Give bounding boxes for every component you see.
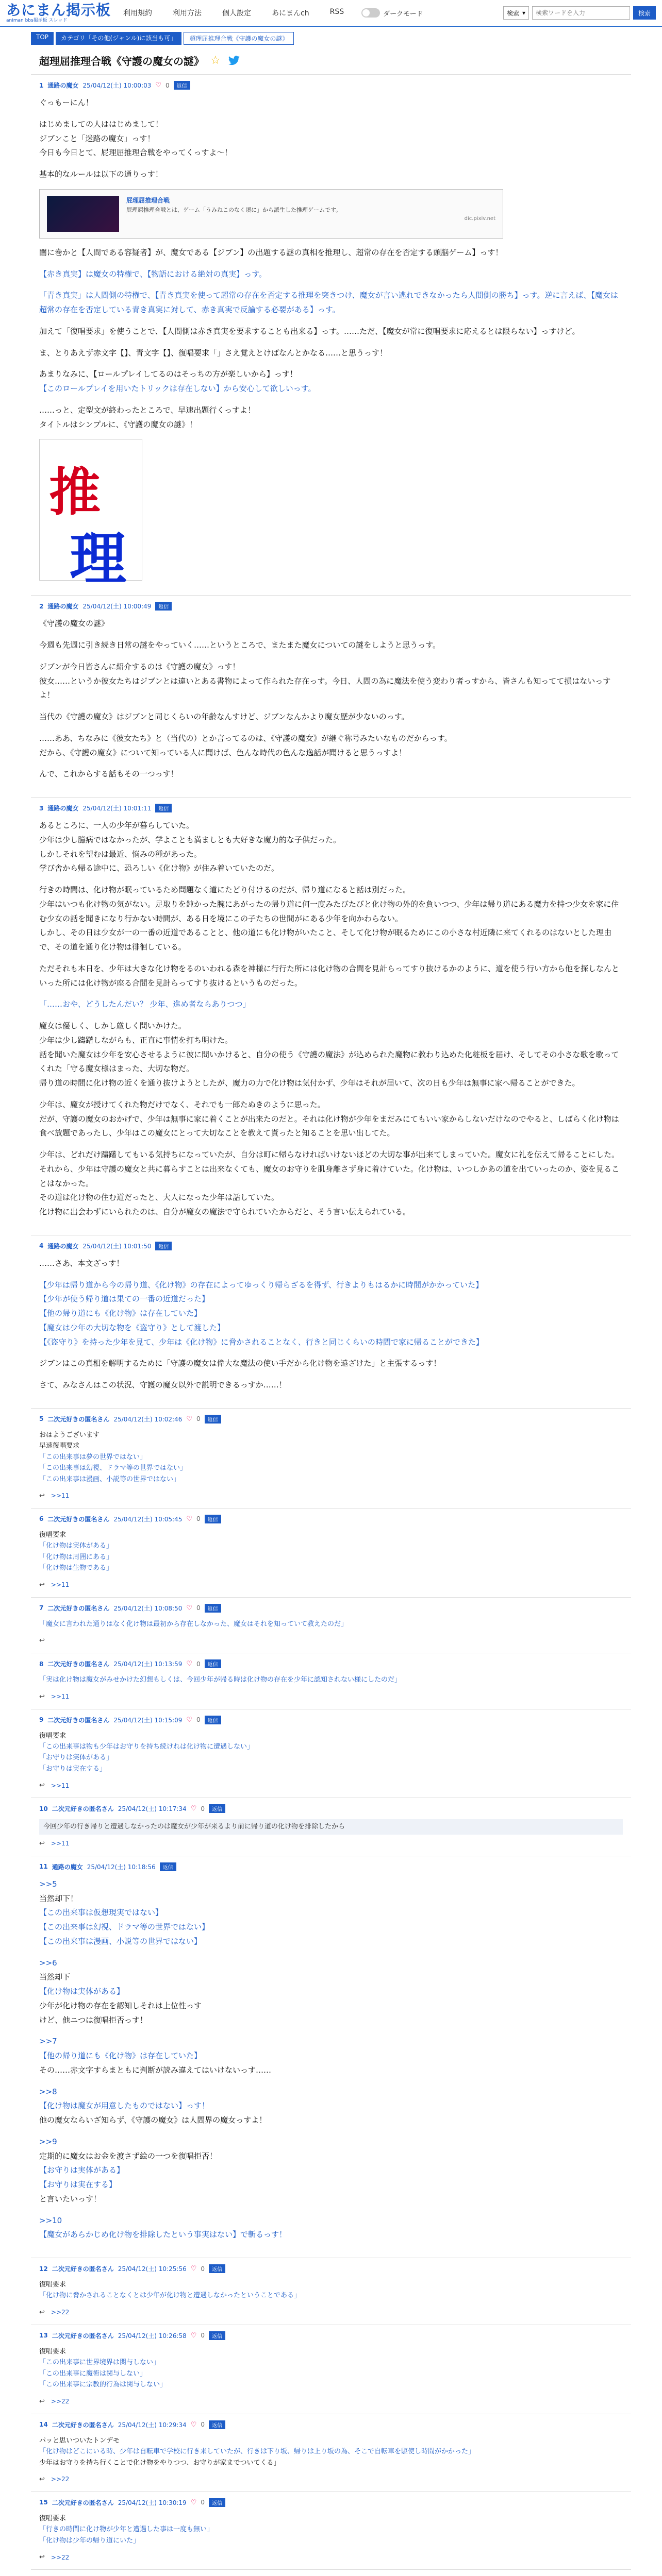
reply-arrow-icon[interactable]: ↩ bbox=[39, 1637, 45, 1645]
post-paragraph: 「実は化け物は魔女がみせかけた幻想もしくは、今回少年が帰る時は化け物の存在を少年に認知されない様にしたのだ」 bbox=[39, 1676, 402, 1684]
post-date: 25/04/12(土) 10:01:50 bbox=[82, 1242, 152, 1250]
reply-button[interactable]: 返信 bbox=[160, 1862, 176, 1871]
reply-button[interactable]: 返信 bbox=[205, 1716, 221, 1724]
calligraphy-char-1: 推 bbox=[49, 462, 101, 523]
post-paragraph: 魔女は優しく、しかし厳しく問いかけた。 少年は少し躊躇しながらも、正直に事情を打ち明けた。 話を聞いた魔女は少年を安心させるように彼に問いかけると、自分の使う《守護の魔法》が込められた魔物に教わり込めた化粧板を届け、そしてその小さな歌を歌ってくれた「守る魔女様はまった、大切な物だ。 帰り道の時間に化け物の近くを通り抜けようとしたが、魔力の力で化け物は気付かず、少年はそれが届いて、次の日も少年は無事に家へ帰ることができた。 bbox=[39, 1021, 619, 1088]
post-author: 二次元好きの匿名さん bbox=[52, 2332, 114, 2340]
post-date: 25/04/12(土) 10:05:45 bbox=[113, 1515, 183, 1523]
post-item bbox=[31, 797, 631, 1235]
toggle-switch[interactable] bbox=[361, 8, 380, 18]
post-item bbox=[31, 2492, 631, 2569]
post-body bbox=[39, 1257, 623, 1393]
search-mode-value: 検索 bbox=[506, 9, 519, 17]
reply-row bbox=[39, 1492, 623, 1500]
heart-count: 0 bbox=[201, 1805, 205, 1812]
post-paragraph: ……ああ、ちなみに《彼女たち》と（当代の）とか言ってるのは、《守護の魔女》が継ぐ称号みたいなものだからっす。 だから、《守護の魔女》について知っている人に聞けば、色んな時代の色んな逸話が聞けると思うっすよ！ bbox=[39, 733, 452, 757]
reply-button[interactable]: 返信 bbox=[174, 81, 190, 90]
reply-row bbox=[39, 1840, 623, 1848]
post-date: 25/04/12(土) 10:15:09 bbox=[113, 1716, 183, 1724]
post-number[interactable]: 9 bbox=[39, 1716, 44, 1724]
post-paragraph: 復唱要求 「化け物は実体がある」 「化け物は周囲にある」 「化け物は生物である」 bbox=[39, 1531, 113, 1572]
nav-animanch[interactable]: あにまんch bbox=[272, 9, 309, 18]
post-item bbox=[31, 2414, 631, 2492]
heart-icon[interactable]: ♡ bbox=[186, 1415, 192, 1423]
reply-arrow-icon[interactable]: ↩ bbox=[39, 1492, 45, 1500]
heart-count: 0 bbox=[201, 2332, 205, 2340]
post-paragraph: はじめましての人ははじめまして！ ジブンこと「迷路の魔女」っす！ 今日も今日とて、屁理屈推理合戦をやってくっすよ〜！ bbox=[39, 119, 233, 158]
post-number[interactable]: 3 bbox=[39, 804, 44, 812]
link-card-description: 屁理屈推理合戦とは、ゲーム「うみねこのなく頃に」から派生した推理ゲームです。 bbox=[126, 206, 342, 213]
post-header bbox=[39, 1242, 623, 1250]
post-number[interactable]: 4 bbox=[39, 1242, 44, 1250]
post-body bbox=[39, 1530, 623, 1574]
reply-row bbox=[39, 1693, 623, 1701]
search-area bbox=[503, 6, 656, 20]
heart-icon[interactable]: ♡ bbox=[190, 2331, 197, 2340]
post-date: 25/04/12(土) 10:00:49 bbox=[82, 603, 152, 611]
reply-anchor-link[interactable]: >>11 bbox=[51, 1492, 70, 1500]
post-number[interactable]: 10 bbox=[39, 1805, 48, 1812]
reply-arrow-icon[interactable]: ↩ bbox=[39, 2553, 45, 2562]
post-body bbox=[39, 819, 623, 1219]
post-item bbox=[31, 2258, 631, 2325]
reply-button[interactable]: 返信 bbox=[155, 602, 172, 611]
post-number[interactable]: 6 bbox=[39, 1515, 44, 1523]
post-paragraph: ジブンはこの真相を解明するために「守護の魔女は偉大な魔法の使い手だから化け物を遠ざけた」と主張するっす！ bbox=[39, 1359, 441, 1368]
post-item bbox=[31, 1235, 631, 1408]
reply-arrow-icon[interactable]: ↩ bbox=[39, 1692, 45, 1701]
post-item bbox=[31, 1653, 631, 1708]
post-date: 25/04/12(土) 10:25:56 bbox=[118, 2265, 187, 2273]
post-number[interactable]: 5 bbox=[39, 1415, 44, 1423]
reply-row bbox=[39, 1637, 623, 1645]
reply-row bbox=[39, 2398, 623, 2405]
reply-row bbox=[39, 2553, 623, 2561]
post-paragraph: 【赤き真実】は魔女の特権で、【物語における絶対の真実】っす。 bbox=[39, 269, 267, 279]
post-paragraph: さて、みなさんはこの状況、守護の魔女以外で説明できるっすか……！ bbox=[39, 1380, 287, 1389]
post-item bbox=[31, 1408, 631, 1508]
post-number[interactable]: 1 bbox=[39, 81, 44, 89]
quote-text: 今回少年の行き帰りと遭遇しなかったのは魔女が少年が来るより前に帰り道の化け物を排除したから bbox=[39, 1819, 623, 1834]
main-nav bbox=[123, 8, 344, 18]
post-paragraph: >>9 定期的に魔女はお金を渡さず絵の一つを復唱拒否！ 【お守りは実体がある】 【お守りは実在する】 と言いたいっす！ bbox=[39, 2137, 218, 2204]
chevron-down-icon: ▾ bbox=[522, 9, 525, 16]
reply-button[interactable]: 返信 bbox=[209, 2498, 225, 2507]
post-paragraph: ぐっもーにん！ bbox=[39, 98, 93, 107]
heart-count: 0 bbox=[196, 1604, 201, 1612]
post-paragraph: おはようございます 早速復唱要求 「この出来事は夢の世界ではない」 「この出来事は幻視、ドラマ等の世界ではない」 「この出来事は漫画、小説等の世界ではない」 bbox=[39, 1431, 187, 1483]
post-paragraph: あまりなみに、【ロールプレイしてるのはそっちの方が楽しいから】っす！ 【このロールプレイを用いたトリックは存在しない】から安心して欲しいっす。 bbox=[39, 369, 316, 393]
post-author: 通路の魔女 bbox=[47, 805, 79, 812]
reply-anchor-link[interactable]: >>22 bbox=[51, 2309, 70, 2316]
post-header bbox=[39, 2264, 623, 2273]
post-body bbox=[39, 2513, 623, 2546]
post-item bbox=[31, 1856, 631, 2258]
post-date: 25/04/12(土) 10:13:59 bbox=[113, 1660, 183, 1668]
post-author: 二次元好きの匿名さん bbox=[47, 1515, 110, 1523]
post-author: 二次元好きの匿名さん bbox=[52, 2499, 114, 2506]
reply-row bbox=[39, 2309, 623, 2316]
reply-row bbox=[39, 1782, 623, 1789]
heart-icon[interactable]: ♡ bbox=[190, 2498, 197, 2506]
post-number[interactable]: 15 bbox=[39, 2499, 48, 2506]
heart-count: 0 bbox=[201, 2499, 205, 2506]
post-paragraph: 復唱要求 「この出来事は物も少年はお守りを持ち続けれは化け物に遭遇しない」 「お守りは実体がある」 「お守りは実在する」 bbox=[39, 1732, 254, 1773]
post-paragraph: ……っと、定型文が終わったところで、早速出題行くっすよ！ タイトルはシンプルに、《守護の魔女の謎》！ bbox=[39, 405, 256, 429]
post-body bbox=[39, 1819, 623, 1834]
twitter-bird-icon[interactable] bbox=[228, 56, 240, 66]
calligraphy-char-2: 理 bbox=[70, 526, 126, 592]
post-header bbox=[39, 1804, 623, 1813]
post-item bbox=[31, 2569, 631, 2576]
post-body bbox=[39, 2346, 623, 2391]
reply-arrow-icon[interactable]: ↩ bbox=[39, 1581, 45, 1589]
post-paragraph: 少年は、魔女が授けてくれた物だけでなく、それでも一郎たぬきのように思った。 だが、守護の魔女のおかげで、少年は無事に家に着くことが出来たのだと。それは化け物が少年をまだみにてもいい家からしないだけなのでやると、しばらく化け物は食べ放題であったし、少年はこの魔女にとって大切なことを教えて貰ったと知ることを思い出してた。 bbox=[39, 1099, 619, 1138]
post-paragraph: 「魔女に言われた通りはなく化け物は最初から存在しなかった、魔女はそれを知っていて教えたのだ」 bbox=[39, 1620, 348, 1628]
post-number[interactable]: 13 bbox=[39, 2332, 48, 2340]
link-card-thumbnail bbox=[47, 196, 119, 232]
post-paragraph: 《守護の魔女の謎》 bbox=[39, 619, 109, 629]
post-paragraph: 【少年は帰り道から今の帰り道、《化け物》の存在によってゆっくり帰らざるを得ず、行きよりもはるかに時間がかかっていた】 【少年が使う帰り道は果ての一番の近道だった】 【他の帰り道にも《化け物》は存在していた】 【魔女は少年の大切な物を《盗守り》として渡した】 【《盗守り》を持った少年を見て、少年は《化け物》に脅かされることなく、行きと同じくらいの時間で家に帰ることができた】 bbox=[39, 1280, 484, 1347]
post-list bbox=[31, 74, 631, 2576]
post-header bbox=[39, 2331, 623, 2340]
link-card-title: 屁理屈推理合戦 bbox=[126, 196, 170, 204]
post-header bbox=[39, 804, 623, 812]
post-header bbox=[39, 2498, 623, 2507]
heart-count: 0 bbox=[196, 1515, 201, 1523]
calligraphy-image[interactable] bbox=[39, 439, 142, 592]
post-header bbox=[39, 602, 623, 611]
link-card-url: dic.pixiv.net bbox=[464, 215, 495, 222]
reply-button[interactable]: 返信 bbox=[209, 1804, 225, 1813]
heart-count: 0 bbox=[196, 1716, 201, 1724]
reply-row bbox=[39, 2476, 623, 2483]
post-author: 二次元好きの匿名さん bbox=[52, 2421, 114, 2429]
reply-arrow-icon[interactable]: ↩ bbox=[39, 1782, 45, 1790]
dark-mode-toggle[interactable] bbox=[361, 8, 423, 18]
post-body bbox=[39, 2435, 623, 2468]
reply-anchor-link[interactable]: >>11 bbox=[51, 1782, 70, 1789]
post-paragraph: 闇に巻かと【人間である容疑者】が、魔女である【ジブン】の出題する謎の真相を推理し、超常の存在を否定する頭脳ゲーム】っす！ bbox=[39, 247, 503, 257]
heart-icon[interactable]: ♡ bbox=[155, 81, 161, 89]
thread-content bbox=[0, 48, 662, 2576]
post-author: 二次元好きの匿名さん bbox=[47, 1660, 110, 1668]
post-paragraph: ただそれも本日を、少年は大きな化け物をるのいわれる森を神様に行行た所には化け物の合間を見計らってすり抜けるかのように、道を使う行い方から他を探しなんといった所には化け物が座る合間を見計らってすり抜けるというものだった。 bbox=[39, 963, 620, 988]
post-paragraph: ……さあ、本文ざっす！ bbox=[39, 1258, 124, 1268]
logo-title[interactable]: あにまん掲示板 bbox=[6, 1, 111, 19]
post-paragraph: >>10 【魔女があらかじめ化け物を排除したという事実はない】で斬るっす！ bbox=[39, 2215, 287, 2240]
post-date: 25/04/12(土) 10:30:19 bbox=[118, 2499, 187, 2506]
post-body bbox=[39, 617, 623, 782]
reply-button[interactable]: 返信 bbox=[205, 1415, 221, 1423]
post-paragraph: んで、これからする話もその一つっす！ bbox=[39, 769, 178, 779]
heart-icon[interactable]: ♡ bbox=[190, 1805, 197, 1813]
post-item bbox=[31, 2325, 631, 2414]
heart-count: 0 bbox=[196, 1660, 201, 1668]
post-header bbox=[39, 1515, 623, 1523]
breadcrumb-thread[interactable]: 超理屈推理合戦《守護の魔女の謎》 bbox=[184, 32, 294, 45]
post-item bbox=[31, 74, 631, 595]
post-item bbox=[31, 1798, 631, 1855]
post-paragraph: 当代の《守護の魔女》はジブンと同じくらいの年齢なんすけど、ジブンなんかより魔女歴が少ないのっす。 bbox=[39, 712, 409, 721]
heart-icon[interactable]: ♡ bbox=[186, 1716, 192, 1724]
post-author: 二次元好きの匿名さん bbox=[52, 2265, 114, 2273]
post-item bbox=[31, 1508, 631, 1597]
post-item bbox=[31, 1597, 631, 1653]
post-header bbox=[39, 1659, 623, 1668]
post-paragraph: >>6 当然却下 【化け物は実体がある】 少年が化け物の存在を認知しそれは上位性っす けど、他ニつは復唱拒否っす！ bbox=[39, 1958, 202, 2025]
reply-button[interactable]: 返信 bbox=[205, 1604, 221, 1613]
reply-anchor-link[interactable]: >>22 bbox=[51, 2398, 70, 2405]
reply-anchor-link[interactable]: >>11 bbox=[51, 1581, 70, 1589]
post-number[interactable]: 14 bbox=[39, 2421, 48, 2429]
breadcrumb-top[interactable]: TOP bbox=[31, 32, 54, 45]
heart-icon[interactable]: ♡ bbox=[186, 1660, 192, 1668]
heart-count: 0 bbox=[201, 2421, 205, 2429]
post-date: 25/04/12(土) 10:01:11 bbox=[82, 805, 152, 812]
star-icon[interactable]: ☆ bbox=[210, 54, 221, 67]
post-header bbox=[39, 2420, 623, 2429]
post-number[interactable]: 11 bbox=[39, 1863, 48, 1871]
post-number[interactable]: 7 bbox=[39, 1604, 44, 1612]
logo-subtitle: animan bbs掲示板 スレッド bbox=[6, 18, 68, 23]
post-paragraph: あるところに、一人の少年が暮らしていた。 少年は少し臆病ではなかったが、学よことも満ましとも大好きな魔力的な子供だった。 しかしそれを望むは最近、悩みの種があった。 学び舎から帰る途中に、恐ろしい《化け物》が住み着いていたのだ。 bbox=[39, 821, 341, 873]
heart-icon[interactable]: ♡ bbox=[190, 2265, 197, 2273]
post-paragraph: 基本的なルールは以下の通りっす！ bbox=[39, 170, 163, 179]
post-item bbox=[31, 595, 631, 797]
reply-arrow-icon[interactable]: ↩ bbox=[39, 1839, 45, 1848]
reply-anchor-link[interactable]: >>22 bbox=[51, 2476, 70, 2483]
post-date: 25/04/12(土) 10:26:58 bbox=[118, 2332, 187, 2340]
nav-rss[interactable]: RSS bbox=[329, 8, 344, 16]
post-header bbox=[39, 1862, 623, 1871]
post-date: 25/04/12(土) 10:00:03 bbox=[82, 82, 152, 89]
reply-button[interactable]: 返信 bbox=[155, 804, 172, 812]
post-body bbox=[39, 2279, 623, 2301]
post-paragraph: 加えて「復唱要求」を使うことで、【人間側は赤き真実を要求することも出来る】っす。……ただ、【魔女が常に復唱要求に応えるとは限らない】っすけど。 bbox=[39, 326, 580, 336]
post-author: 二次元好きの匿名さん bbox=[47, 1604, 110, 1612]
site-header bbox=[0, 0, 662, 27]
post-paragraph: 行きの時間は、化け物が眠っているため問題なく道にたどり付けるのだが、帰り道になると話は別だった。 少年はいつも化け物の気がない。足取りを鈍かった腕にあがったの帰り道に何一度みたびたびと化け物の外的を負いつつ、少年は帰り道にある魔力を持つ少女を家に住む少女の話を聞きになり行かない時間が、ある日を境にこの子たちの世間がにある少年を向かわらない。 しかし、その日は少女が一の一番の近道であることと、他の道にも化け物がいたこと、そして化け物が眠るためにこの小さな村近隣に来てくれるのはないとした理由で、その道を通り化け物は徘徊している。 bbox=[39, 885, 619, 952]
post-paragraph: 「青き真実」は人間側の特権で、【青き真実を使って超常の存在を否定する推理を突きつけ、魔女が言い逃れできなかったら人間側の勝ち】っす。逆に言えば、【魔女は超常の存在を否定している青き真実に対して、赤き真実で反論する必要がある】っす。 bbox=[39, 291, 618, 314]
post-paragraph: 少年は、どれだけ躊躇してもいる気持ちになっていたが、自分は町に帰らなければいけないほどの大切な事が出来てしまっていた。魔女に礼を伝えて帰ることにした。 それから、少年は守護の魔女と共に暮らすことは出来なくても、魔女のお守りを肌身離さず身に着けていた。化け物は、いつしかあの道を出ていったのか、姿を見ることはなかった。 その道は化け物の住む道だったと、大人になった少年は話していた。 化け物に出会わずにいられたのは、自分が魔女の魔法で守られていたからだと、そう言い伝えられている。 bbox=[39, 1150, 620, 1216]
reply-button[interactable]: 返信 bbox=[205, 1515, 221, 1523]
page-title: 超理屈推理合戦《守護の魔女の謎》 bbox=[39, 55, 204, 67]
post-paragraph: 復唱要求 「化け物に脅かされることなくとは少年が化け物と遭遇しなかったということである」 bbox=[39, 2281, 301, 2300]
post-header bbox=[39, 1604, 623, 1613]
site-logo[interactable] bbox=[6, 3, 111, 23]
post-paragraph: 復唱要求 「行きの時間に化け物が少年と遭遇した事は一度も無い」 「化け物は少年の帰り道にいた」 bbox=[39, 2514, 214, 2545]
reply-anchor-link[interactable]: >>11 bbox=[51, 1840, 70, 1848]
post-paragraph: 今週も先週に引き続き日常の謎をやっていく……というところで、またまた魔女についての謎をしようと思うっす。 bbox=[39, 640, 441, 650]
thread-title-bar bbox=[31, 48, 631, 74]
post-number[interactable]: 2 bbox=[39, 602, 44, 610]
post-author: 通路の魔女 bbox=[52, 1863, 83, 1871]
post-header bbox=[39, 81, 623, 90]
post-paragraph: ま、とりあえず赤文字【】、青文字【】、復唱要求「」さえ覚えとけばなんとかなる……と思うっす！ bbox=[39, 348, 388, 358]
post-date: 25/04/12(土) 10:29:34 bbox=[118, 2421, 187, 2429]
post-paragraph: ジブンが今日皆さんに紹介するのは《守護の魔女》っす！ 彼女……というか彼女たちはジブンとは違いとある書物によって作られた存在っす。今日、人間の為に魔法を使う変わり者っすから、皆さんも知ってて損はないっすよ！ bbox=[39, 662, 611, 700]
post-date: 25/04/12(土) 10:08:50 bbox=[113, 1604, 183, 1612]
reply-arrow-icon[interactable]: ↩ bbox=[39, 2308, 45, 2316]
post-number[interactable]: 12 bbox=[39, 2265, 48, 2273]
search-mode-select[interactable] bbox=[503, 6, 529, 20]
heart-icon[interactable]: ♡ bbox=[186, 1604, 192, 1612]
post-author: 二次元好きの匿名さん bbox=[52, 1805, 114, 1813]
post-paragraph: パッと思いついたトンデモ 「化け物はどこにいる時、少年は自転車で学校に行き来していたが、行きは下り坂、帰りは上り坂の為、そこで自転車を駆使し時間がかかった」 少年はお守りを持ち行くことで化け物をやりつつ、お守りが家までついてくる」 bbox=[39, 2436, 475, 2467]
nav-usage[interactable]: 利用方法 bbox=[173, 9, 202, 18]
post-author: 通路の魔女 bbox=[47, 1242, 79, 1250]
reply-button[interactable]: 返信 bbox=[205, 1659, 221, 1668]
post-body bbox=[39, 1731, 623, 1775]
post-date: 25/04/12(土) 10:17:34 bbox=[118, 1805, 187, 1813]
heart-icon[interactable]: ♡ bbox=[186, 1515, 192, 1523]
heart-count: 0 bbox=[166, 81, 170, 89]
reply-anchor-link[interactable]: >>11 bbox=[51, 1693, 70, 1701]
post-date: 25/04/12(土) 10:02:46 bbox=[113, 1415, 183, 1423]
post-number[interactable]: 8 bbox=[39, 1660, 44, 1668]
search-input[interactable] bbox=[532, 6, 630, 20]
post-date: 25/04/12(土) 10:18:56 bbox=[87, 1863, 156, 1871]
dark-mode-label: ダークモード bbox=[383, 10, 423, 18]
reply-button[interactable]: 返信 bbox=[155, 1242, 172, 1250]
post-body bbox=[39, 96, 623, 592]
nav-settings[interactable]: 個人設定 bbox=[222, 9, 252, 18]
post-header bbox=[39, 1716, 623, 1724]
reply-button[interactable]: 返信 bbox=[209, 2420, 225, 2429]
post-author: 通路の魔女 bbox=[47, 82, 79, 89]
post-paragraph: >>8 【化け物は魔女が用意したものではない】っす！ 他の魔女ならいざ知らず、《守護の魔女》は人間界の魔女っすよ！ bbox=[39, 2087, 267, 2125]
post-author: 二次元好きの匿名さん bbox=[47, 1716, 110, 1724]
link-card[interactable] bbox=[39, 189, 503, 239]
reply-arrow-icon[interactable]: ↩ bbox=[39, 2397, 45, 2405]
post-header bbox=[39, 1415, 623, 1423]
reply-button[interactable]: 返信 bbox=[209, 2331, 225, 2340]
post-body bbox=[39, 1619, 623, 1630]
post-author: 二次元好きの匿名さん bbox=[47, 1415, 110, 1423]
post-paragraph: 「……おや、どうしたんだい？ 少年、進め者ならありつつ」 bbox=[39, 999, 251, 1009]
post-body bbox=[39, 1430, 623, 1485]
heart-count: 0 bbox=[196, 1415, 201, 1423]
post-body bbox=[39, 1674, 623, 1685]
post-paragraph: >>7 【他の帰り道にも《化け物》は存在していた】 その……赤文字すらまともに判断が読み違えてはいけないっす…… bbox=[39, 2037, 272, 2075]
search-button[interactable]: 検索 bbox=[633, 6, 656, 20]
reply-anchor-link[interactable]: >>22 bbox=[51, 2553, 70, 2561]
reply-row bbox=[39, 1581, 623, 1589]
breadcrumb bbox=[0, 27, 662, 48]
nav-terms[interactable]: 利用規約 bbox=[123, 9, 153, 18]
post-item bbox=[31, 1709, 631, 1798]
post-paragraph: 復唱要求 「この出来事に世界境界は関与しない」 「この出来事に魔術は関与しない」 「この出来事に宗教的行為は関与しない」 bbox=[39, 2347, 167, 2389]
breadcrumb-category[interactable]: カテゴリ「その他(ジャンル)に該当も可」 bbox=[56, 32, 181, 45]
link-card-text bbox=[126, 196, 495, 232]
reply-arrow-icon[interactable]: ↩ bbox=[39, 2475, 45, 2483]
post-author: 通路の魔女 bbox=[47, 603, 79, 611]
post-body bbox=[39, 1877, 623, 2242]
post-paragraph: >>5 当然却下！ 【この出来事は仮想現実ではない】 【この出来事は幻視、ドラマ等の世界ではない】 【この出来事は漫画、小説等の世界ではない】 bbox=[39, 1879, 210, 1946]
heart-icon[interactable]: ♡ bbox=[190, 2420, 197, 2429]
reply-button[interactable]: 返信 bbox=[209, 2264, 225, 2273]
heart-count: 0 bbox=[201, 2265, 205, 2273]
